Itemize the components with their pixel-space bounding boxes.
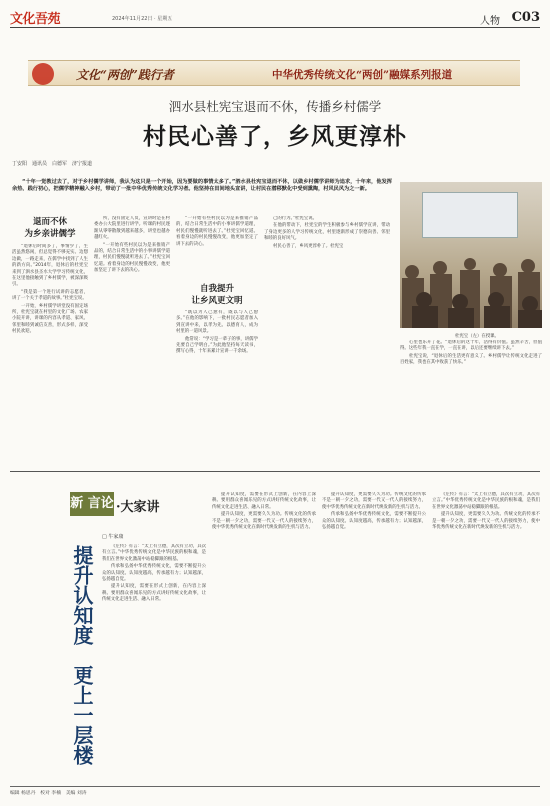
issue-date: 2024年11月22日 · 星期五 — [112, 16, 173, 22]
seal-icon — [32, 63, 54, 85]
paragraph: 传承和弘扬中华优秀传统文化，需要不断提升公众的认知度。认知度越高，传承越有力；认知越深，弘扬越自觉。 — [102, 564, 206, 583]
article-col-3 — [176, 310, 258, 466]
article-lead: “十年一觉教过去了，对于乡村儒学讲师，我认为这只是一个开始，因为要做的事情太多了。”泗水县杜宪宝退而不休，以做乡村儒学讲师为追求，十年来，他发挥余热、践行初心，把儒学精神融入乡村，带动了一批中华优秀传统文化学习者。他坚持在田间地头宣讲，让村民在潜移默化中受到熏陶，村风民风为之一新。 — [12, 179, 392, 193]
series-banner — [28, 60, 520, 86]
column-name: ·大家讲 — [116, 500, 160, 515]
article-col-1 — [12, 244, 88, 466]
paragraph: “我是第一个进行试讲的志愿者，讲了一个关于孝道的故事。”杜宪宝说。 — [12, 289, 88, 302]
paragraph: “退休后时间多了，事情少了，生活虽然悠闲，但总觉得不够充实。边想边做，一路走来，在儒学中找到了人生的新方向。”2014年，退休后的杜宪宝来到了泗水县圣水大学学习传统文化，在这里他接触到了乡村儒学，被深深吸引。 — [12, 244, 88, 288]
paragraph: 己的行为。”杜宪宝说。 — [273, 216, 317, 221]
column-col-1 — [102, 544, 206, 780]
column-col-2 — [212, 492, 316, 780]
article-col-2 — [94, 216, 170, 466]
page-number: C03 — [511, 10, 540, 25]
subhead-1: 退而不休 为乡亲讲儒学 — [24, 217, 76, 239]
paragraph: 提升认知度，更需要久久为功。传统文化的传承不是一朝一夕之功，需要一代又一代人的接续努力，使中华优秀传统文化在新时代焕发新的生机与活力。 — [212, 512, 316, 531]
subhead-2: 自我提升 让乡风更文明 — [191, 284, 243, 306]
paragraph: 《左传》有言：“太上有立德，其次有立功，其次有立言。”中华优秀传统文化是中华民族的根和魂，是我们在世界文化激荡中站稳脚跟的根基。 — [102, 544, 206, 562]
audience-silhouettes — [400, 242, 542, 328]
paragraph: 杜宪宝说，“退休后的生活更有意义了。乡村儒学让传统文化走进了百姓家，我也在其中收获了快乐。” — [400, 353, 542, 366]
paragraph: 所，没有固定人员，宣讲时是在村委办公大院里进行讲学。听课的村民逐渐从零零散散到越来越多，讲堂也越办越红火。 — [94, 216, 170, 241]
column-logo — [70, 492, 170, 518]
paragraph: 村民心善了，乡风更淳朴了。杜宪宝 — [273, 243, 344, 249]
article-kicker: 泗水县杜宪宝退而不休，传播乡村儒学 — [168, 99, 382, 114]
paragraph: 提升认知度，需要在形式上创新，在内容上深耕。要用群众喜闻乐见的方式讲好传统文化故事，让传统文化走进生活、融入日常。 — [102, 584, 206, 603]
banner-left-title: 文化“两创”践行者 — [76, 68, 174, 82]
article-col-5 — [400, 340, 542, 466]
column-badge: 新 言论 — [70, 492, 114, 516]
column-author: □ 牛家康 — [102, 534, 124, 540]
column-title: 提升认知度 更上一层楼 — [70, 545, 94, 765]
paragraph: 《左传》有言：“太上有立德，其次有立功，其次有立言。”中华优秀传统文化是中华民族的根和魂，是我们在世界文化激荡中站稳脚跟的根基。 — [432, 492, 540, 510]
banner-right-title: 中华优秀传统文化“两创”融媒系列报道 — [272, 69, 453, 81]
article-col-4 — [264, 216, 390, 466]
paragraph: 提升认知度，需要在形式上创新，在内容上深耕。要用群众喜闻乐见的方式讲好传统文化故事，让传统文化走进生活、融入日常。 — [212, 492, 316, 510]
paragraph: 一开始，乡村儒学讲堂没有固定场所，杜宪宝就在村里的文化广场、农家小院开讲，讲课的内容从孝道、家风、邻里和睦到诚信友善，形式多样，深受村民欢迎。 — [12, 303, 88, 335]
classroom-photo — [400, 182, 542, 328]
article-headline: 村民心善了，乡风更淳朴 — [143, 123, 407, 150]
projection-screen — [422, 192, 518, 238]
section-divider — [10, 471, 540, 472]
column-col-3 — [322, 492, 426, 780]
paragraph: 心里也乐开了花。“退休后的这十年，活得有价值。虽然辛苦，但值得。这些年我一直在学，一直在讲，以后还要继续讲下去。” — [400, 340, 542, 352]
photo-caption: 杜宪宝（左）在授课。 — [455, 334, 499, 339]
article-col-3-top — [176, 216, 258, 278]
paragraph: 传承和弘扬中华优秀传统文化，需要不断提升公众的认知度。认知度越高，传承越有力；认知越深，弘扬越自觉。 — [322, 512, 426, 531]
paragraph: “既以为人己愈有，既以与人己愈多。”在他的影响下，一批村民志愿者加入到宣讲中来，以孝为先、以德育人，成为村里的一道风景。 — [176, 310, 258, 335]
newspaper-logo: 文化吾苑 — [10, 12, 61, 27]
section-name: 人物 — [480, 16, 500, 27]
paragraph: 他常说：“学习是一辈子的事，讲儒学先要自己学明白。”为此他坚持每天读书，撰写心得，十年来累计宣讲一千余场。 — [176, 336, 258, 355]
paragraph: 提升认知度，更需要久久为功。传统文化的传承不是一朝一夕之功，需要一代又一代人的接续努力，使中华优秀传统文化在新时代焕发新的生机与活力。 — [432, 512, 540, 531]
article-byline: 丁安阳 通讯员 白德军 济宁报道 — [12, 161, 93, 167]
paragraph: “一开始有些村民以为是来推销产品的，结合日常生活中的小事讲儒学道理，村民们慢慢就听进去了。”杜宪宝回忆道。看着身边的村民慢慢改变，他更加坚定了讲下去的决心。 — [176, 216, 258, 247]
paragraph: “一开始有些村民以为是来推销产品的，结合日常生活中的小事讲儒学道理，村民们慢慢就听进去了。”杜宪宝回忆道。看着身边的村民慢慢改变，他更加坚定了讲下去的决心。 — [94, 242, 170, 274]
masthead — [10, 8, 540, 28]
paragraph: 在他的带动下，杜宪宝的学生积极参与乡村儒学宣讲，带动了身边更多的人学习传统文化，村里逐渐形成了崇德向善、邻里和睦的良好风气。 — [264, 223, 390, 242]
paragraph: 提升认知度，更需要久久为功。传统文化的传承不是一朝一夕之功，需要一代又一代人的接续努力，使中华优秀传统文化在新时代焕发新的生机与活力。 — [322, 492, 426, 510]
column-col-4 — [432, 492, 540, 780]
page-footer: 编辑 杨思丹 校对 李楠 美编 刘涛 — [10, 786, 540, 796]
